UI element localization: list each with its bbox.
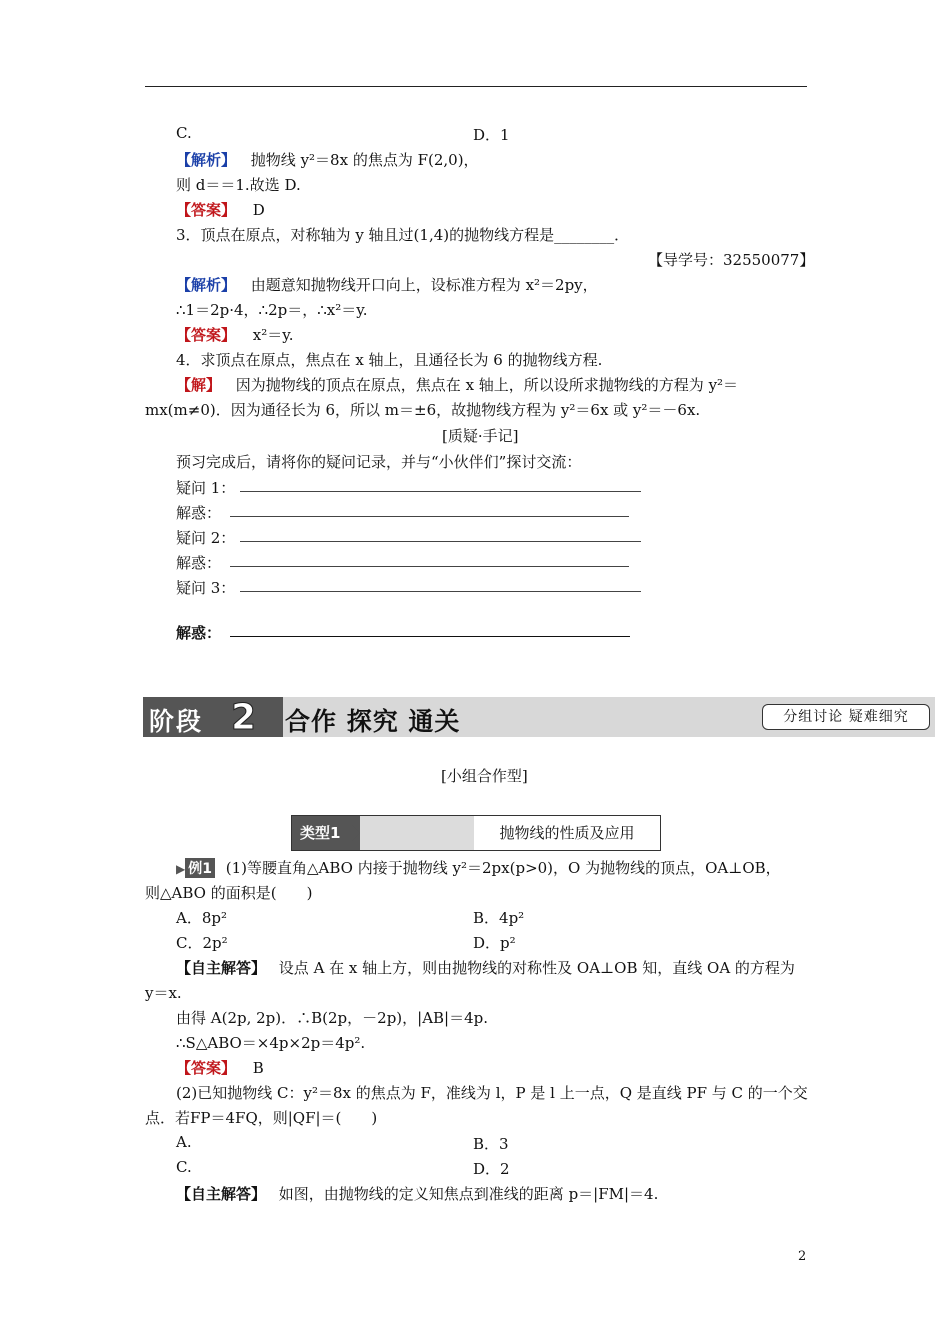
example-1-line1: (1)等腰直角△ABO 内接于抛物线 y²＝2px(p>0)，O 为抛物线的顶点，OA⊥OB， [225, 859, 781, 877]
ex1-option-c: C．2p² [176, 934, 228, 952]
question-3: 3．顶点在原点，对称轴为 y 轴且过(1,4)的抛物线方程是________． [176, 226, 630, 244]
answer-2-label: 解惑： [176, 554, 222, 572]
example-1-line2: 则△ABO 的面积是( ) [145, 884, 313, 902]
banner-stage-label: 阶段 [149, 707, 204, 736]
answer-1-line [230, 516, 629, 517]
ex1-part2-self-tag: 【自主解答】 [176, 1185, 267, 1203]
q4-solution-row [176, 374, 738, 395]
q3-answer-row [176, 324, 294, 345]
type-title: 抛物线的性质及应用 [499, 824, 635, 842]
ex1-part2-option-b: B．3 [473, 1135, 509, 1153]
ex1-option-d: D．p² [473, 934, 516, 952]
ex1-answer-text: B [252, 1059, 264, 1077]
q3-analysis-row [176, 274, 598, 295]
q3-answer-text: x²＝y. [252, 326, 294, 344]
analysis-row [176, 149, 479, 170]
stage-banner [143, 697, 935, 737]
ex1-part2-line2: 点．若FP＝4FQ，则|QF|＝( ) [145, 1109, 378, 1127]
header-rule [145, 86, 807, 87]
ex1-option-a: A．8p² [176, 909, 227, 927]
answer-text: D [252, 201, 265, 219]
ex1-answer-row [176, 1057, 264, 1078]
q3-answer-tag: 【答案】 [176, 326, 237, 344]
ex1-option-b: B．4p² [473, 909, 525, 927]
ex1-part2-option-c: C. [176, 1158, 192, 1176]
doubt-3-label: 疑问 3： [176, 579, 236, 597]
option-d: D．1 [473, 126, 510, 144]
example-arrow-icon: ▶ [176, 862, 186, 876]
type-box-grey [352, 816, 474, 850]
ex1-self-tag: 【自主解答】 [176, 959, 267, 977]
q4-solution-tag: 【解】 [176, 376, 222, 394]
doubt-2-line [240, 541, 641, 542]
q3-analysis-line2: ∴1＝2p·4，∴2p＝，∴x²＝y. [176, 301, 368, 319]
q4-solution-line1: 因为抛物线的顶点在原点，焦点在 x 轴上，所以设所求抛物线的方程为 y²＝ [235, 376, 739, 394]
notes-heading: [质疑·手记] [442, 427, 519, 445]
group-heading: [小组合作型] [441, 767, 528, 785]
answer-tag: 【答案】 [176, 201, 237, 219]
ex1-self-line1: 设点 A 在 x 轴上方，则由抛物线的对称性及 OA⊥OB 知，直线 OA 的方程为 [278, 959, 795, 977]
q4-solution-line2: mx(m≠0)．因为通径长为 6，所以 m＝±6，故抛物线方程为 y²＝6x 或 y²＝－6x. [145, 401, 701, 419]
analysis-conclusion: 则 d＝＝1.故选 D. [176, 176, 301, 194]
answer-3-label: 解惑： [176, 624, 222, 642]
ex1-part2-option-a: A. [176, 1133, 192, 1151]
ex1-line3: 由得 A(2p, 2p)．∴B(2p，－2p)，|AB|＝4p. [176, 1009, 489, 1027]
type-label: 类型1 [292, 816, 360, 850]
ex1-part2-option-d: D．2 [473, 1160, 510, 1178]
doubt-1-line [240, 491, 641, 492]
banner-stage-number: 2 [231, 697, 257, 738]
question-4: 4．求顶点在原点，焦点在 x 轴上，且通径长为 6 的抛物线方程. [176, 351, 603, 369]
notes-intro: 预习完成后，请将你的疑问记录，并与“小伙伴们”探讨交流： [176, 453, 582, 471]
type-box [291, 815, 661, 851]
banner-tag: 分组讨论 疑难细究 [762, 704, 930, 730]
page-number: 2 [798, 1249, 807, 1264]
q3-analysis-text: 由题意知抛物线开口向上，设标准方程为 x²＝2py， [250, 276, 598, 294]
doubt-1-label: 疑问 1： [176, 479, 236, 497]
analysis-text: 抛物线 y²＝8x 的焦点为 F(2,0)， [250, 151, 479, 169]
ex1-part2-self-text: 如图，由抛物线的定义知焦点到准线的距离 p＝|FM|＝4. [278, 1185, 659, 1203]
ex1-line4: ∴S△ABO＝×4p×2p＝4p². [176, 1034, 366, 1052]
example-badge: 例1 [185, 858, 215, 878]
option-c: C. [176, 124, 192, 142]
doubt-3-line [240, 591, 641, 592]
answer-1-label: 解惑： [176, 504, 222, 522]
analysis-tag: 【解析】 [176, 151, 237, 169]
ex1-part2-self-row [176, 1183, 658, 1204]
answer-row [176, 199, 265, 220]
q3-analysis-tag: 【解析】 [176, 276, 237, 294]
answer-2-line [230, 566, 629, 567]
example-1-row [176, 857, 781, 878]
ex1-part2-line1: (2)已知抛物线 C：y²＝8x 的焦点为 F，准线为 l，P 是 l 上一点，Q 是直线 PF 与 C 的一个交 [176, 1084, 808, 1102]
doubt-2-label: 疑问 2： [176, 529, 236, 547]
ex1-self-row [176, 957, 795, 978]
guide-number: 【导学号：32550077】 [648, 251, 815, 269]
ex1-self-line2: y＝x. [145, 984, 182, 1002]
answer-3-line [230, 636, 630, 637]
ex1-answer-tag: 【答案】 [176, 1059, 237, 1077]
banner-title: 合作 探究 通关 [285, 707, 461, 736]
type-arrow-icon [352, 825, 360, 841]
